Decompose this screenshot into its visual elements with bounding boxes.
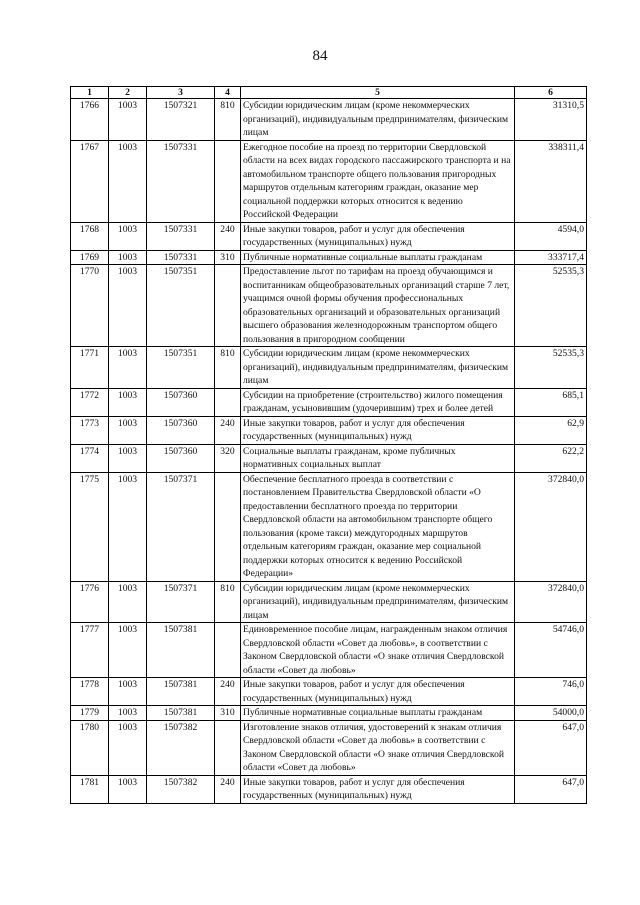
article-code-cell: 1507360 [147,388,215,416]
row-number-cell: 1766 [71,99,109,141]
section-code-cell: 1003 [109,140,147,222]
row-number-cell: 1778 [71,678,109,706]
row-number-cell: 1767 [71,140,109,222]
table-row [71,775,587,803]
table-row [71,140,587,222]
section-code-cell: 1003 [109,720,147,775]
expense-type-cell: 240 [215,775,241,803]
expense-type-cell [215,720,241,775]
amount-cell: 54746,0 [515,623,587,678]
section-code-cell: 1003 [109,706,147,721]
amount-cell: 4594,0 [515,222,587,250]
item-name-cell: Предоставление льгот по тарифам на проезд обучающимся и воспитанникам общеобразовательных организаций старше 7 лет, учащимся очной формы обучения профессиональных образовательных организаций и образовательных организаций высшего образования железнодорожным транспортом общего пользования в пригородном сообщении [241,265,515,347]
row-number-cell: 1770 [71,265,109,347]
amount-cell: 647,0 [515,775,587,803]
expense-type-cell: 310 [215,706,241,721]
expense-type-cell [215,265,241,347]
item-name-cell: Публичные нормативные социальные выплаты гражданам [241,250,515,265]
row-number-cell: 1772 [71,388,109,416]
section-code-cell: 1003 [109,222,147,250]
row-number-cell: 1771 [71,347,109,389]
row-number-cell: 1777 [71,623,109,678]
amount-cell: 52535,3 [515,265,587,347]
row-number-cell: 1779 [71,706,109,721]
section-code-cell: 1003 [109,347,147,389]
amount-cell: 746,0 [515,678,587,706]
expense-type-cell: 320 [215,444,241,472]
article-code-cell: 1507331 [147,140,215,222]
table-row [71,706,587,721]
table-row [71,222,587,250]
section-code-cell: 1003 [109,388,147,416]
amount-cell: 52535,3 [515,347,587,389]
row-number-cell: 1768 [71,222,109,250]
section-code-cell: 1003 [109,678,147,706]
item-name-cell: Единовременное пособие лицам, награжденным знаком отличия Свердловской области «Совет да любовь», в соответствии с Законом Свердловской области «О знаке отличия Свердловской области «Совет да любовь» [241,623,515,678]
section-code-cell: 1003 [109,623,147,678]
header-cell: 2 [109,87,147,99]
item-name-cell: Субсидии юридическим лицам (кроме некоммерческих организаций), индивидуальным предпринимателям, физическим лицам [241,581,515,623]
amount-cell: 338311,4 [515,140,587,222]
header-cell: 1 [71,87,109,99]
section-code-cell: 1003 [109,581,147,623]
section-code-cell: 1003 [109,416,147,444]
row-number-cell: 1773 [71,416,109,444]
article-code-cell: 1507381 [147,678,215,706]
table-row [71,720,587,775]
item-name-cell: Субсидии на приобретение (строительство) жилого помещения гражданам, усыновившим (удочерившим) трех и более детей [241,388,515,416]
article-code-cell: 1507382 [147,775,215,803]
row-number-cell: 1781 [71,775,109,803]
expense-type-cell: 810 [215,581,241,623]
article-code-cell: 1507382 [147,720,215,775]
table-header-row [71,87,587,99]
expense-type-cell: 240 [215,416,241,444]
expense-type-cell: 310 [215,250,241,265]
section-code-cell: 1003 [109,250,147,265]
amount-cell: 372840,0 [515,581,587,623]
article-code-cell: 1507351 [147,265,215,347]
article-code-cell: 1507381 [147,623,215,678]
table-row [71,416,587,444]
table-row [71,250,587,265]
amount-cell: 622,2 [515,444,587,472]
amount-cell: 647,0 [515,720,587,775]
expense-type-cell: 240 [215,222,241,250]
expense-type-cell: 240 [215,678,241,706]
budget-table [70,86,587,804]
table-row [71,388,587,416]
amount-cell: 372840,0 [515,472,587,581]
item-name-cell: Иные закупки товаров, работ и услуг для обеспечения государственных (муниципальных) нужд [241,775,515,803]
expense-type-cell: 810 [215,99,241,141]
article-code-cell: 1507381 [147,706,215,721]
item-name-cell: Иные закупки товаров, работ и услуг для обеспечения государственных (муниципальных) нужд [241,678,515,706]
row-number-cell: 1775 [71,472,109,581]
expense-type-cell [215,388,241,416]
item-name-cell: Ежегодное пособие на проезд по территории Свердловской области на всех видах городского пассажирского транспорта и на автомобильном транспорте общего пользования пригородных маршрутов отдельным категориям граждан, оказание мер социальной поддержки которых относится к ведению Российской Федерации [241,140,515,222]
table-row [71,444,587,472]
table-row [71,265,587,347]
article-code-cell: 1507331 [147,222,215,250]
table-row [71,347,587,389]
article-code-cell: 1507371 [147,581,215,623]
row-number-cell: 1769 [71,250,109,265]
amount-cell: 333717,4 [515,250,587,265]
amount-cell: 685,1 [515,388,587,416]
item-name-cell: Субсидии юридическим лицам (кроме некоммерческих организаций), индивидуальным предпринимателям, физическим лицам [241,347,515,389]
article-code-cell: 1507360 [147,416,215,444]
item-name-cell: Иные закупки товаров, работ и услуг для обеспечения государственных (муниципальных) нужд [241,416,515,444]
item-name-cell: Социальные выплаты гражданам, кроме публичных нормативных социальных выплат [241,444,515,472]
section-code-cell: 1003 [109,444,147,472]
table-body [71,99,587,804]
row-number-cell: 1776 [71,581,109,623]
section-code-cell: 1003 [109,99,147,141]
expense-type-cell [215,140,241,222]
table-row [71,99,587,141]
header-cell: 6 [515,87,587,99]
article-code-cell: 1507331 [147,250,215,265]
item-name-cell: Обеспечение бесплатного проезда в соответствии с постановлением Правительства Свердловской области «О предоставлении бесплатного проезда по территории Свердловской области на автомобильном транспорте общего пользования (кроме такси) междугородных маршрутов отдельным категориям граждан, оказание мер социальной поддержки которых относится к ведению Российской Федерации» [241,472,515,581]
header-cell: 5 [241,87,515,99]
item-name-cell: Субсидии юридическим лицам (кроме некоммерческих организаций), индивидуальным предпринимателям, физическим лицам [241,99,515,141]
table-row [71,581,587,623]
article-code-cell: 1507371 [147,472,215,581]
amount-cell: 54000,0 [515,706,587,721]
row-number-cell: 1774 [71,444,109,472]
amount-cell: 62,9 [515,416,587,444]
header-cell: 3 [147,87,215,99]
table-row [71,623,587,678]
item-name-cell: Изготовление знаков отличия, удостоверений к знакам отличия Свердловской области «Совет да любовь» в соответствии с Законом Свердловской области «О знаке отличия Свердловской области «Совет да любовь» [241,720,515,775]
expense-type-cell [215,623,241,678]
section-code-cell: 1003 [109,472,147,581]
article-code-cell: 1507360 [147,444,215,472]
article-code-cell: 1507321 [147,99,215,141]
item-name-cell: Публичные нормативные социальные выплаты гражданам [241,706,515,721]
amount-cell: 31310,5 [515,99,587,141]
expense-type-cell: 810 [215,347,241,389]
table-row [71,678,587,706]
article-code-cell: 1507351 [147,347,215,389]
row-number-cell: 1780 [71,720,109,775]
header-cell: 4 [215,87,241,99]
expense-type-cell [215,472,241,581]
table-row [71,472,587,581]
page-number: 84 [312,48,328,64]
section-code-cell: 1003 [109,265,147,347]
section-code-cell: 1003 [109,775,147,803]
item-name-cell: Иные закупки товаров, работ и услуг для обеспечения государственных (муниципальных) нужд [241,222,515,250]
